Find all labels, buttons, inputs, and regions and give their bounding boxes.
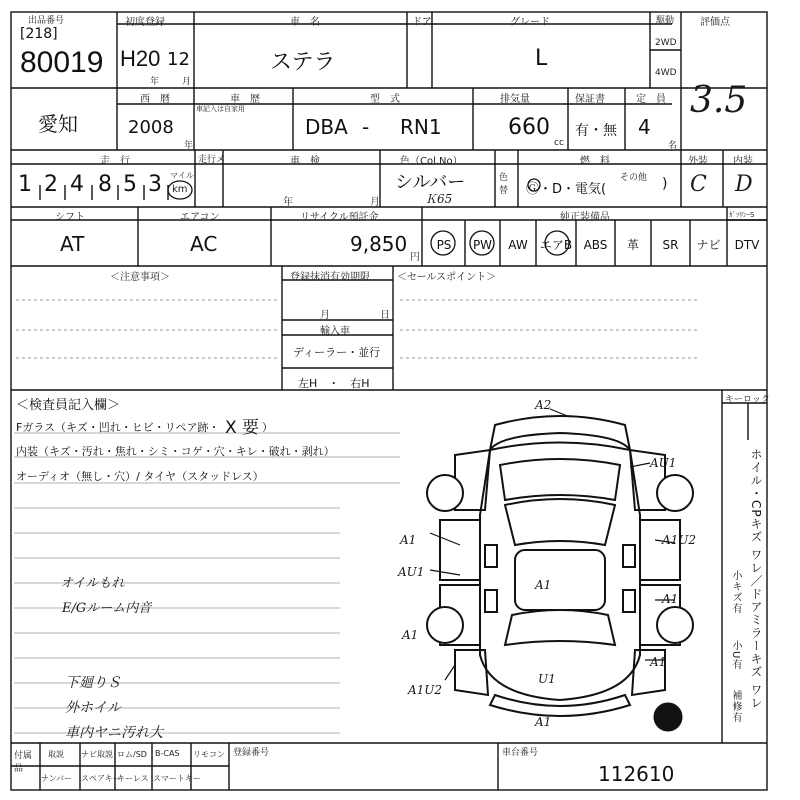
color: シルバー xyxy=(395,172,466,193)
mileage-digit: 1 xyxy=(18,172,32,197)
diagram-label: A1 xyxy=(402,628,419,642)
mileage-label: 走 行 xyxy=(100,156,130,167)
audio-line: オーディオ（無し・穴）/ タイヤ（スタッドレス） xyxy=(16,470,264,483)
hand-note: オイルもれ xyxy=(60,576,125,591)
footer-item: 取説 xyxy=(48,750,64,759)
diagram-label: A1U2 xyxy=(662,533,697,547)
grade-label: グレード xyxy=(510,17,550,28)
capacity: 4 xyxy=(638,115,651,139)
glass-mark: X 要 xyxy=(225,418,260,438)
steering-value: 左H ・ 右H xyxy=(298,377,370,390)
side-small: 補修有 xyxy=(730,690,741,723)
side-small: 小U有 xyxy=(730,640,741,671)
glass-close: ） xyxy=(262,421,273,434)
drive-2wd: 2WD xyxy=(655,38,677,48)
color-code: Ｋ65 xyxy=(425,192,453,206)
color-change-label: 色替 xyxy=(499,173,509,196)
footer-item: スペアキー xyxy=(81,774,121,783)
interior-line: 内装（キズ・汚れ・焦れ・シミ・コゲ・穴・キレ・破れ・剥れ） xyxy=(16,445,335,458)
model-code: RN1 xyxy=(400,115,442,139)
inspection-month: 月 xyxy=(370,197,380,208)
hand-note: 外ホイル xyxy=(65,700,121,716)
hand-note: E/Gルーム内音 xyxy=(62,601,152,616)
lot-prefix: [218] xyxy=(20,26,58,42)
diagram-label: A1 xyxy=(535,578,552,592)
car-damage-diagram xyxy=(400,405,730,735)
equip-sr: SR xyxy=(662,238,679,252)
diagram-label: U1 xyxy=(538,672,556,686)
mileage-digit: 8 xyxy=(98,172,112,197)
history-note: 車記入は自家用 xyxy=(196,105,245,113)
aircon: AC xyxy=(190,232,218,256)
side-text: ホイル・CPキズ ワレ／ドアミラーキズ ワレ xyxy=(749,448,763,710)
mileage-digit: 2 xyxy=(44,172,58,197)
chassis-label: 車台番号 xyxy=(502,748,539,758)
warranty-value: 有・無 xyxy=(575,123,617,139)
model-label: 型 式 xyxy=(370,94,400,105)
venue-label: 出品番号 xyxy=(28,16,65,26)
footer-item: ナンバー xyxy=(41,774,73,783)
selling-label: ＜セールスポイント＞ xyxy=(397,272,497,283)
year-label: 西 暦 xyxy=(140,94,170,105)
model-prefix: DBA xyxy=(305,115,348,139)
equip-navi: ナビ xyxy=(696,238,721,252)
interior-grade: D xyxy=(735,172,753,197)
warranty-label: 保証書 xyxy=(575,94,605,105)
hand-note: 車内ヤニ汚れ大 xyxy=(65,725,163,741)
exterior-label: 外装 xyxy=(688,156,708,167)
capacity-unit: 名 xyxy=(668,141,678,151)
first-reg-month: 12 xyxy=(167,49,190,70)
mileage-digit: 5 xyxy=(123,172,137,197)
model-dash: - xyxy=(362,115,370,139)
mileage-unit-mile: マイル xyxy=(170,171,194,180)
equip-airbag: エアB xyxy=(539,238,573,252)
car-name-label: 車 名 xyxy=(290,17,320,28)
footer-item: リモコン xyxy=(193,750,225,759)
displacement-unit: cc xyxy=(554,138,564,148)
shift: AT xyxy=(60,232,85,256)
mileage-digit: 3 xyxy=(148,172,162,197)
mileage-digit: 4 xyxy=(70,172,84,197)
keylock-box: キーロック xyxy=(725,395,770,405)
exterior-grade: C xyxy=(690,172,707,197)
aircon-label: エアコン xyxy=(180,212,220,223)
first-reg-month-unit: 月 xyxy=(182,77,192,87)
hand-note: 下廻りＳ xyxy=(65,675,121,691)
import-label: 輸入車 xyxy=(320,326,350,337)
score-label: 評価点 xyxy=(700,17,730,28)
diagram-label: A1U2 xyxy=(408,683,443,697)
diagram-label: A2 xyxy=(535,398,552,412)
footer-item: キーレス xyxy=(117,774,149,783)
recycle-amount: 9,850 xyxy=(350,232,408,256)
equip-ps: PS xyxy=(436,238,452,252)
reg-number-label: 登録番号 xyxy=(233,748,270,758)
diagram-label: A1 xyxy=(400,533,417,547)
inspection-year: 年 xyxy=(283,197,293,208)
shift-label: シフト xyxy=(55,212,85,223)
year: 2008 xyxy=(128,117,174,138)
equip-abs: ABS xyxy=(583,238,608,252)
import-value: ディーラー・並行 xyxy=(293,346,381,359)
equip-leather: 革 xyxy=(626,238,639,252)
recycle-label: リサイクル預託金 xyxy=(300,212,379,223)
first-reg-era: H20 xyxy=(120,46,161,71)
equip-aw: AW xyxy=(508,238,528,252)
footer-item: スマートキー xyxy=(153,774,201,783)
score: 3.5 xyxy=(690,80,748,121)
drive-4wd: 4WD xyxy=(655,68,677,78)
side-small: 小キズ有 xyxy=(730,570,741,614)
diagram-label: AU1 xyxy=(650,456,677,470)
equip-pw: PW xyxy=(472,238,493,252)
reg-month: 月 xyxy=(320,310,330,321)
first-reg-year-unit: 年 xyxy=(150,77,160,87)
car-name: ステラ xyxy=(270,50,336,75)
inspection-label: 車 検 xyxy=(290,156,320,167)
interior-label: 内装 xyxy=(733,156,753,167)
fuel-options: Ⓖ・D・電気( xyxy=(526,182,607,197)
history-label: 車 歴 xyxy=(230,94,260,105)
equipment-label: 純正装備品 xyxy=(560,212,610,223)
fuel-other: その他 xyxy=(620,173,648,183)
diagram-label: A1 xyxy=(662,592,679,606)
recycle-unit: 円 xyxy=(410,252,420,263)
diagram-label: A1 xyxy=(650,655,667,669)
drive-label: 駆動 xyxy=(656,16,675,26)
fuel-close: ) xyxy=(662,176,668,192)
mileage-unit-km: km xyxy=(172,184,188,195)
region: 愛知 xyxy=(38,112,78,136)
chassis-number: 112610 xyxy=(598,762,675,786)
keyless-label: ｶﾞｿﾘﾝｰS xyxy=(729,211,755,219)
color-label: 色（Col.No） xyxy=(400,156,463,167)
caution-label: ＜注意事項＞ xyxy=(110,272,170,283)
year-unit: 年 xyxy=(184,141,194,151)
capacity-label: 定 員 xyxy=(636,94,666,105)
diagram-label: AU1 xyxy=(398,565,425,579)
displacement: 660 xyxy=(508,115,550,140)
grade: L xyxy=(535,46,548,71)
reg-day: 日 xyxy=(380,310,390,321)
footer-item: ロム/SD xyxy=(117,750,147,759)
lot-number: 80019 xyxy=(20,46,104,79)
door-label: ドア xyxy=(412,17,432,28)
odometer-label: 走行メ xyxy=(198,155,226,165)
equip-dtv: DTV xyxy=(734,238,760,252)
reg-expiry-label: 登録抹消有効期限 xyxy=(290,272,370,283)
glass-line: Fガラス（キズ・凹れ・ヒビ・リペア跡・ xyxy=(16,421,220,434)
diagram-label: A1 xyxy=(535,715,552,729)
first-reg-label: 初度登録 xyxy=(125,17,165,28)
inspection-title: ＜検査員記入欄＞ xyxy=(16,398,121,413)
displacement-label: 排気量 xyxy=(500,94,530,105)
fuel-label: 燃 料 xyxy=(580,156,610,167)
footer-item: ナビ取説 xyxy=(81,750,113,759)
footer-item: B-CAS xyxy=(155,749,180,758)
footer-col1: 付属品 xyxy=(14,751,33,774)
